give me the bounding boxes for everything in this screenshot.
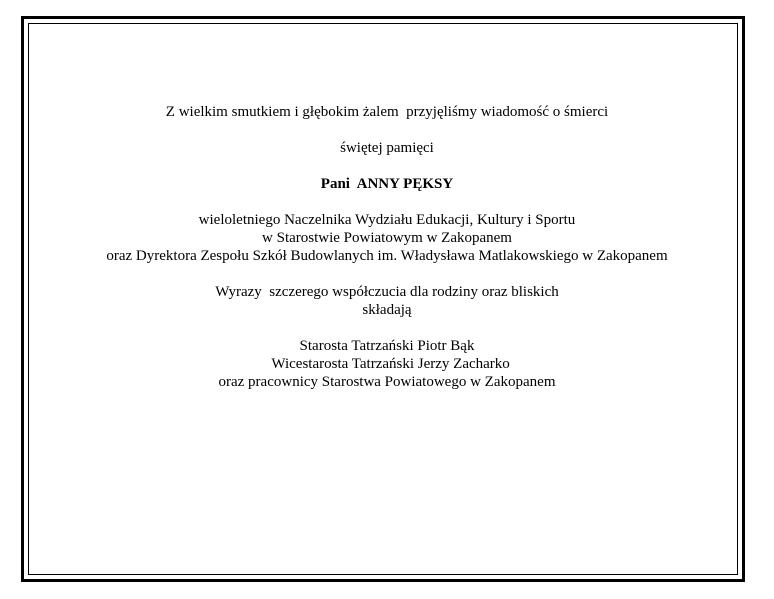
deceased-name: Pani ANNY PĘKSY [320, 176, 454, 192]
opening-line: Z wielkim smutkiem i głębokim żalem przyjęliśmy wiadomość o śmierci [165, 104, 609, 120]
condolence-line: Wyrazy szczerego współczucia dla rodziny oraz bliskich [215, 284, 559, 300]
memory-line: świętej pamięci [340, 140, 434, 156]
signatory-line: oraz pracownicy Starostwa Powiatowego w Zakopanem [218, 374, 556, 390]
signatory-line: Wicestarosta Tatrzański Jerzy Zacharko [264, 356, 510, 372]
condolence-notice [0, 103, 774, 391]
role-line: wieloletniego Naczelnika Wydziału Edukacji, Kultury i Sportu [198, 212, 576, 228]
role-line: oraz Dyrektora Zespołu Szkół Budowlanych im. Władysława Matlakowskiego w Zakopanem [106, 248, 668, 264]
signatory-line: Starosta Tatrzański Piotr Bąk [299, 338, 475, 354]
role-line: w Starostwie Powiatowym w Zakopanem [262, 230, 512, 246]
condolence-line: składają [362, 302, 412, 318]
